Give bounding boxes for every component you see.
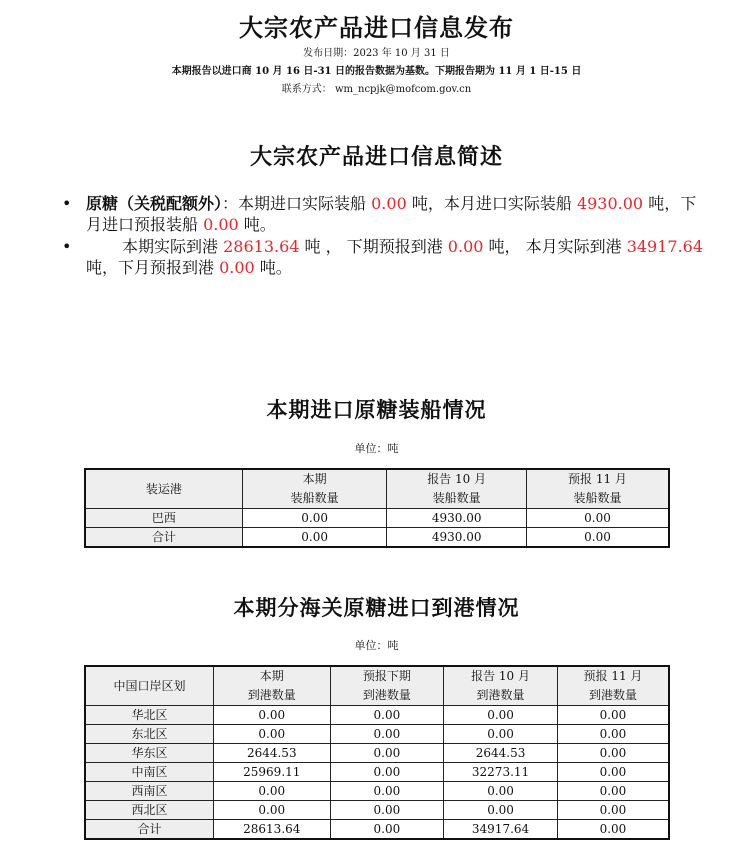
commodity-label: 原糖（关税配额外） bbox=[86, 194, 223, 213]
value-cell: 0.00 bbox=[557, 820, 669, 840]
row-label-cell: 合计 bbox=[85, 820, 213, 840]
column-header bbox=[330, 666, 444, 706]
month-shipped-value: 4930.00 bbox=[576, 194, 644, 213]
value-cell: 28613.64 bbox=[213, 820, 330, 840]
value-cell: 0.00 bbox=[242, 509, 386, 528]
shipping-table-title: 本期进口原糖装船情况 bbox=[266, 397, 487, 422]
summary-text: 吨，下月预报到港 bbox=[86, 258, 220, 277]
column-header bbox=[387, 469, 527, 509]
column-header-line: 报告 10 月 bbox=[471, 669, 530, 683]
column-header-line: 预报 11 月 bbox=[583, 669, 643, 683]
value-cell: 0.00 bbox=[213, 801, 330, 820]
period-arrival-value: 28613.64 bbox=[223, 237, 300, 256]
table-row bbox=[85, 782, 669, 801]
period-shipped-value: 0.00 bbox=[371, 194, 407, 213]
table-header-row bbox=[85, 469, 669, 509]
summary-text: 吨，下月进口预报装船 bbox=[86, 194, 697, 234]
summary-text: 吨 ， 下期预报到港 bbox=[299, 237, 448, 256]
column-header bbox=[213, 666, 330, 706]
column-header-line: 本期 bbox=[259, 669, 284, 683]
table-row bbox=[85, 744, 669, 763]
value-cell: 2644.53 bbox=[444, 744, 558, 763]
value-cell: 0.00 bbox=[213, 706, 330, 725]
value-cell: 0.00 bbox=[330, 744, 444, 763]
value-cell: 0.00 bbox=[557, 801, 669, 820]
report-period-note: 本期报告以进口商 10 月 16 日-31 日的报告数据为基数。下期报告期为 11 月 1 日-15 日 bbox=[171, 66, 582, 77]
column-header-line: 到港数量 bbox=[476, 688, 525, 702]
value-cell: 0.00 bbox=[444, 725, 558, 744]
value-cell: 0.00 bbox=[330, 763, 444, 782]
value-cell: 4930.00 bbox=[387, 528, 527, 548]
row-label-cell: 西北区 bbox=[85, 801, 213, 820]
column-header-line: 中国口岸区划 bbox=[113, 678, 186, 693]
publish-date: 发布日期：2023 年 10 月 31 日 bbox=[303, 48, 450, 59]
value-cell: 0.00 bbox=[330, 782, 444, 801]
summary-list bbox=[62, 193, 712, 279]
value-cell: 25969.11 bbox=[213, 763, 330, 782]
summary-text: 吨。 bbox=[238, 215, 276, 234]
next-month-forecast-value: 0.00 bbox=[203, 215, 239, 234]
value-cell: 32273.11 bbox=[444, 763, 558, 782]
table-row bbox=[85, 801, 669, 820]
page-title: 大宗农产品进口信息发布 bbox=[239, 13, 514, 42]
value-cell: 0.00 bbox=[330, 706, 444, 725]
column-header-line: 装运港 bbox=[145, 481, 182, 496]
row-label-cell: 巴西 bbox=[85, 509, 242, 528]
column-header-line: 装船数量 bbox=[290, 491, 339, 505]
row-label-cell: 东北区 bbox=[85, 725, 213, 744]
value-cell: 0.00 bbox=[557, 744, 669, 763]
bullet-icon: • bbox=[62, 237, 72, 256]
value-cell: 0.00 bbox=[557, 706, 669, 725]
value-cell: 0.00 bbox=[330, 801, 444, 820]
column-header-line: 到港数量 bbox=[362, 688, 411, 702]
label-separator: ： bbox=[222, 194, 239, 213]
column-header-line: 到港数量 bbox=[247, 688, 296, 702]
value-cell: 4930.00 bbox=[387, 509, 527, 528]
arrival-table bbox=[84, 665, 670, 840]
value-cell: 0.00 bbox=[330, 820, 444, 840]
table-row bbox=[85, 528, 669, 548]
row-label-cell: 华东区 bbox=[85, 744, 213, 763]
arrival-table-title: 本期分海关原糖进口到港情况 bbox=[233, 595, 520, 620]
column-header-line: 本期 bbox=[302, 472, 327, 486]
value-cell: 0.00 bbox=[444, 801, 558, 820]
row-label-cell: 合计 bbox=[85, 528, 242, 548]
column-header-line: 到港数量 bbox=[588, 688, 637, 702]
column-header bbox=[85, 469, 242, 509]
column-header-line: 报告 10 月 bbox=[427, 472, 487, 486]
next-period-arrival-value: 0.00 bbox=[447, 237, 484, 256]
column-header bbox=[526, 469, 669, 509]
column-header-line: 装船数量 bbox=[432, 491, 481, 505]
value-cell: 0.00 bbox=[526, 528, 669, 548]
table-row bbox=[85, 725, 669, 744]
column-header-line: 预报下期 bbox=[362, 669, 411, 683]
column-header bbox=[242, 469, 386, 509]
arrival-unit: 单位：吨 bbox=[354, 639, 399, 652]
row-label-cell: 华北区 bbox=[85, 706, 213, 725]
table-header-row bbox=[85, 666, 669, 706]
value-cell: 0.00 bbox=[444, 706, 558, 725]
table-row bbox=[85, 706, 669, 725]
summary-text: 吨， 本月实际到港 bbox=[483, 237, 627, 256]
value-cell: 0.00 bbox=[213, 782, 330, 801]
row-label-cell: 中南区 bbox=[85, 763, 213, 782]
row-label-cell: 西南区 bbox=[85, 782, 213, 801]
summary-text: 吨，本月进口实际装船 bbox=[406, 194, 577, 213]
value-cell: 0.00 bbox=[213, 725, 330, 744]
value-cell: 0.00 bbox=[557, 763, 669, 782]
contact-info: 联系方式： wm_ncpjk@mofcom.gov.cn bbox=[281, 84, 472, 95]
summary-text: 本期实际到港 bbox=[122, 237, 224, 256]
table-row bbox=[85, 509, 669, 528]
table-row bbox=[85, 820, 669, 840]
column-header-line: 装船数量 bbox=[573, 491, 622, 505]
table-row bbox=[85, 763, 669, 782]
shipping-unit: 单位：吨 bbox=[354, 442, 399, 455]
shipping-table bbox=[84, 468, 670, 548]
value-cell: 0.00 bbox=[526, 509, 669, 528]
value-cell: 0.00 bbox=[242, 528, 386, 548]
value-cell: 0.00 bbox=[330, 725, 444, 744]
summary-title: 大宗农产品进口信息简述 bbox=[249, 144, 503, 170]
month-arrival-value: 34917.64 bbox=[626, 237, 704, 256]
summary-item-sugar bbox=[62, 193, 712, 235]
summary-item-arrival bbox=[62, 236, 712, 278]
summary-text: 吨。 bbox=[254, 258, 292, 277]
value-cell: 34917.64 bbox=[444, 820, 558, 840]
column-header bbox=[557, 666, 669, 706]
value-cell: 2644.53 bbox=[213, 744, 330, 763]
summary-text: 本期进口实际装船 bbox=[238, 194, 372, 213]
value-cell: 0.00 bbox=[557, 725, 669, 744]
column-header bbox=[444, 666, 558, 706]
column-header bbox=[85, 666, 213, 706]
next-month-arrival-value: 0.00 bbox=[219, 258, 255, 277]
value-cell: 0.00 bbox=[444, 782, 558, 801]
value-cell: 0.00 bbox=[557, 782, 669, 801]
column-header-line: 预报 11 月 bbox=[568, 472, 627, 486]
bullet-icon: • bbox=[62, 194, 72, 213]
